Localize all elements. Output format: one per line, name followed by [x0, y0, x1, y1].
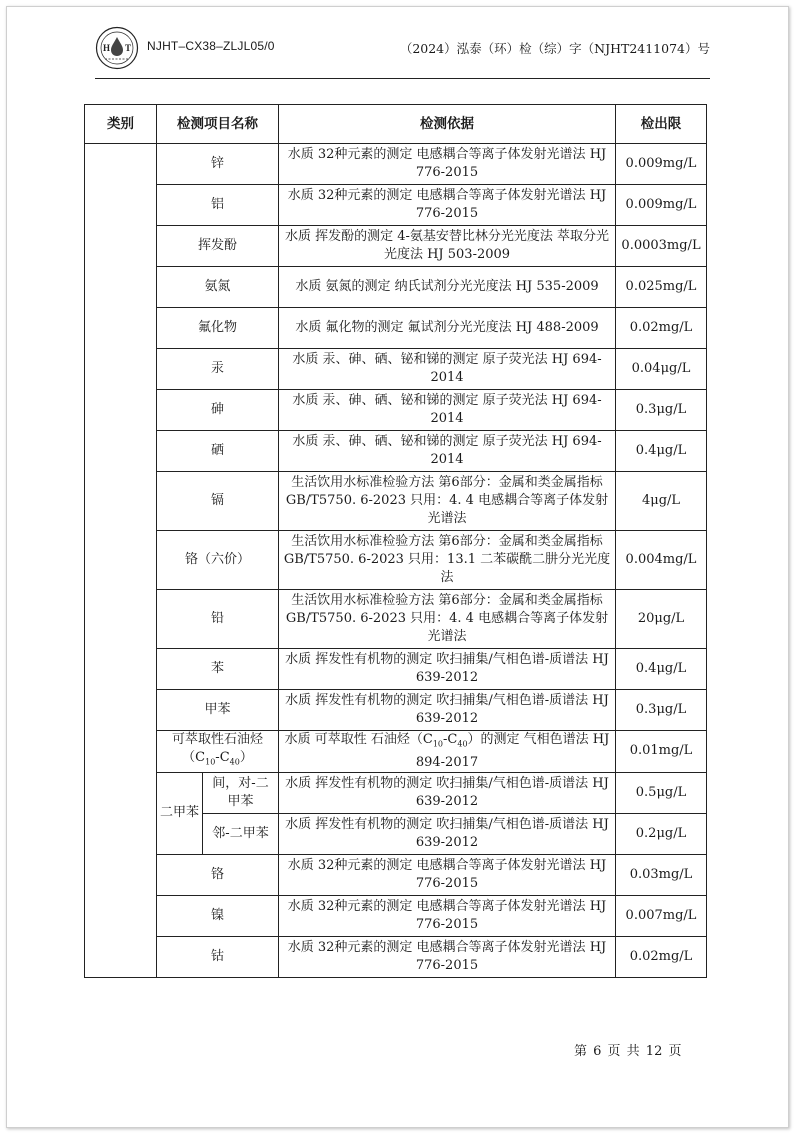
- item-basis: 水质 挥发性有机物的测定 吹扫捕集/气相色谱-质谱法 HJ 639-2012: [279, 649, 616, 690]
- item-limit: 0.03mg/L: [616, 854, 707, 895]
- item-basis: 水质 挥发性有机物的测定 吹扫捕集/气相色谱-质谱法 HJ 639-2012: [279, 813, 616, 854]
- item-name: 甲苯: [157, 690, 279, 731]
- item-limit: 0.02mg/L: [616, 936, 707, 977]
- table-row: [85, 772, 707, 813]
- item-limit: 0.5μg/L: [616, 772, 707, 813]
- item-limit: 0.4μg/L: [616, 649, 707, 690]
- item-name: 挥发酚: [157, 226, 279, 267]
- item-limit: 0.01mg/L: [616, 731, 707, 773]
- item-name: 钴: [157, 936, 279, 977]
- page-header: [95, 26, 710, 70]
- document-code: NJHT–CX38–ZLJL05/0: [147, 39, 275, 53]
- item-limit: 4μg/L: [616, 472, 707, 531]
- item-basis: 生活饮用水标准检验方法 第6部分：金属和类金属指标 GB/T5750. 6-2023 只用：13.1 二苯碳酰二肼分光光度法: [279, 531, 616, 590]
- report-number: （2024）泓泰（环）检（综）字（NJHT2411074）号: [399, 41, 710, 56]
- item-name: 铅: [157, 590, 279, 649]
- item-name: 氨氮: [157, 267, 279, 308]
- table-row: [85, 349, 707, 390]
- item-name: 铬（六价）: [157, 531, 279, 590]
- item-basis: 生活饮用水标准检验方法 第6部分：金属和类金属指标 GB/T5750. 6-2023 只用：4. 4 电感耦合等离子体发射光谱法: [279, 472, 616, 531]
- item-basis: 水质 汞、砷、硒、铋和锑的测定 原子荧光法 HJ 694-2014: [279, 431, 616, 472]
- item-limit: 0.4μg/L: [616, 431, 707, 472]
- svg-text:H: H: [103, 43, 111, 53]
- item-name: 铬: [157, 854, 279, 895]
- svg-text:T: T: [125, 43, 132, 53]
- item-name: 间，对-二甲苯: [203, 772, 279, 813]
- item-basis: 水质 32种元素的测定 电感耦合等离子体发射光谱法 HJ 776-2015: [279, 854, 616, 895]
- table-row: [85, 936, 707, 977]
- table-row: [85, 267, 707, 308]
- table-row: [85, 431, 707, 472]
- item-name: 锌: [157, 144, 279, 185]
- table-row: [85, 472, 707, 531]
- table-row: [85, 390, 707, 431]
- item-basis: 水质 可萃取性 石油烃$(C_{10}-C_{40})$的测定 气相色谱法 HJ 894-2017: [279, 731, 616, 773]
- item-basis: 水质 氟化物的测定 氟试剂分光光度法 HJ 488-2009: [279, 308, 616, 349]
- table-row: [85, 226, 707, 267]
- item-limit: 0.02mg/L: [616, 308, 707, 349]
- item-limit: 0.3μg/L: [616, 390, 707, 431]
- item-limit: 0.025mg/L: [616, 267, 707, 308]
- category-cell: [85, 144, 157, 978]
- item-name: 砷: [157, 390, 279, 431]
- table-row: [85, 731, 707, 773]
- item-basis: 水质 汞、砷、硒、铋和锑的测定 原子荧光法 HJ 694-2014: [279, 390, 616, 431]
- test-method-table: [84, 104, 707, 978]
- item-limit: 0.04μg/L: [616, 349, 707, 390]
- item-basis: 水质 32种元素的测定 电感耦合等离子体发射光谱法 HJ 776-2015: [279, 895, 616, 936]
- item-basis: 水质 挥发性有机物的测定 吹扫捕集/气相色谱-质谱法 HJ 639-2012: [279, 772, 616, 813]
- header-basis: 检测依据: [279, 105, 616, 144]
- item-name: 铝: [157, 185, 279, 226]
- table-row: [85, 690, 707, 731]
- item-limit: 0.3μg/L: [616, 690, 707, 731]
- table-row: [85, 649, 707, 690]
- table-row: [85, 144, 707, 185]
- table-row: [85, 308, 707, 349]
- table-row: [85, 854, 707, 895]
- table-row: [85, 185, 707, 226]
- table-header-row: [85, 105, 707, 144]
- group-name: 二甲苯: [157, 772, 203, 854]
- item-basis: 水质 挥发酚的测定 4-氨基安替比林分光光度法 萃取分光光度法 HJ 503-2009: [279, 226, 616, 267]
- item-basis: 水质 汞、砷、硒、铋和锑的测定 原子荧光法 HJ 694-2014: [279, 349, 616, 390]
- company-logo: [95, 26, 139, 70]
- item-basis: 水质 32种元素的测定 电感耦合等离子体发射光谱法 HJ 776-2015: [279, 185, 616, 226]
- item-name: 镍: [157, 895, 279, 936]
- table-row: [85, 590, 707, 649]
- item-limit: 0.0003mg/L: [616, 226, 707, 267]
- table-row: [85, 895, 707, 936]
- item-limit: 0.009mg/L: [616, 144, 707, 185]
- item-limit: 0.004mg/L: [616, 531, 707, 590]
- header-limit: 检出限: [616, 105, 707, 144]
- item-limit: 20μg/L: [616, 590, 707, 649]
- header-category: 类别: [85, 105, 157, 144]
- item-name: 邻-二甲苯: [203, 813, 279, 854]
- item-name: 硒: [157, 431, 279, 472]
- header-divider: [95, 78, 710, 79]
- item-basis: 水质 氨氮的测定 纳氏试剂分光光度法 HJ 535-2009: [279, 267, 616, 308]
- item-limit: 0.009mg/L: [616, 185, 707, 226]
- item-basis: 水质 32种元素的测定 电感耦合等离子体发射光谱法 HJ 776-2015: [279, 144, 616, 185]
- item-limit: 0.007mg/L: [616, 895, 707, 936]
- header-item-name: 检测项目名称: [157, 105, 279, 144]
- item-basis: 水质 挥发性有机物的测定 吹扫捕集/气相色谱-质谱法 HJ 639-2012: [279, 690, 616, 731]
- item-limit: 0.2μg/L: [616, 813, 707, 854]
- item-basis: 生活饮用水标准检验方法 第6部分：金属和类金属指标 GB/T5750. 6-2023 只用：4. 4 电感耦合等离子体发射光谱法: [279, 590, 616, 649]
- item-name: 苯: [157, 649, 279, 690]
- item-name: 氟化物: [157, 308, 279, 349]
- page-number: 第 6 页 共 12 页: [574, 1044, 682, 1059]
- item-name: 镉: [157, 472, 279, 531]
- item-basis: 水质 32种元素的测定 电感耦合等离子体发射光谱法 HJ 776-2015: [279, 936, 616, 977]
- item-name: 汞: [157, 349, 279, 390]
- item-name: 可萃取性石油烃$(C_{10}-C_{40})$: [157, 731, 279, 773]
- table-row: [85, 531, 707, 590]
